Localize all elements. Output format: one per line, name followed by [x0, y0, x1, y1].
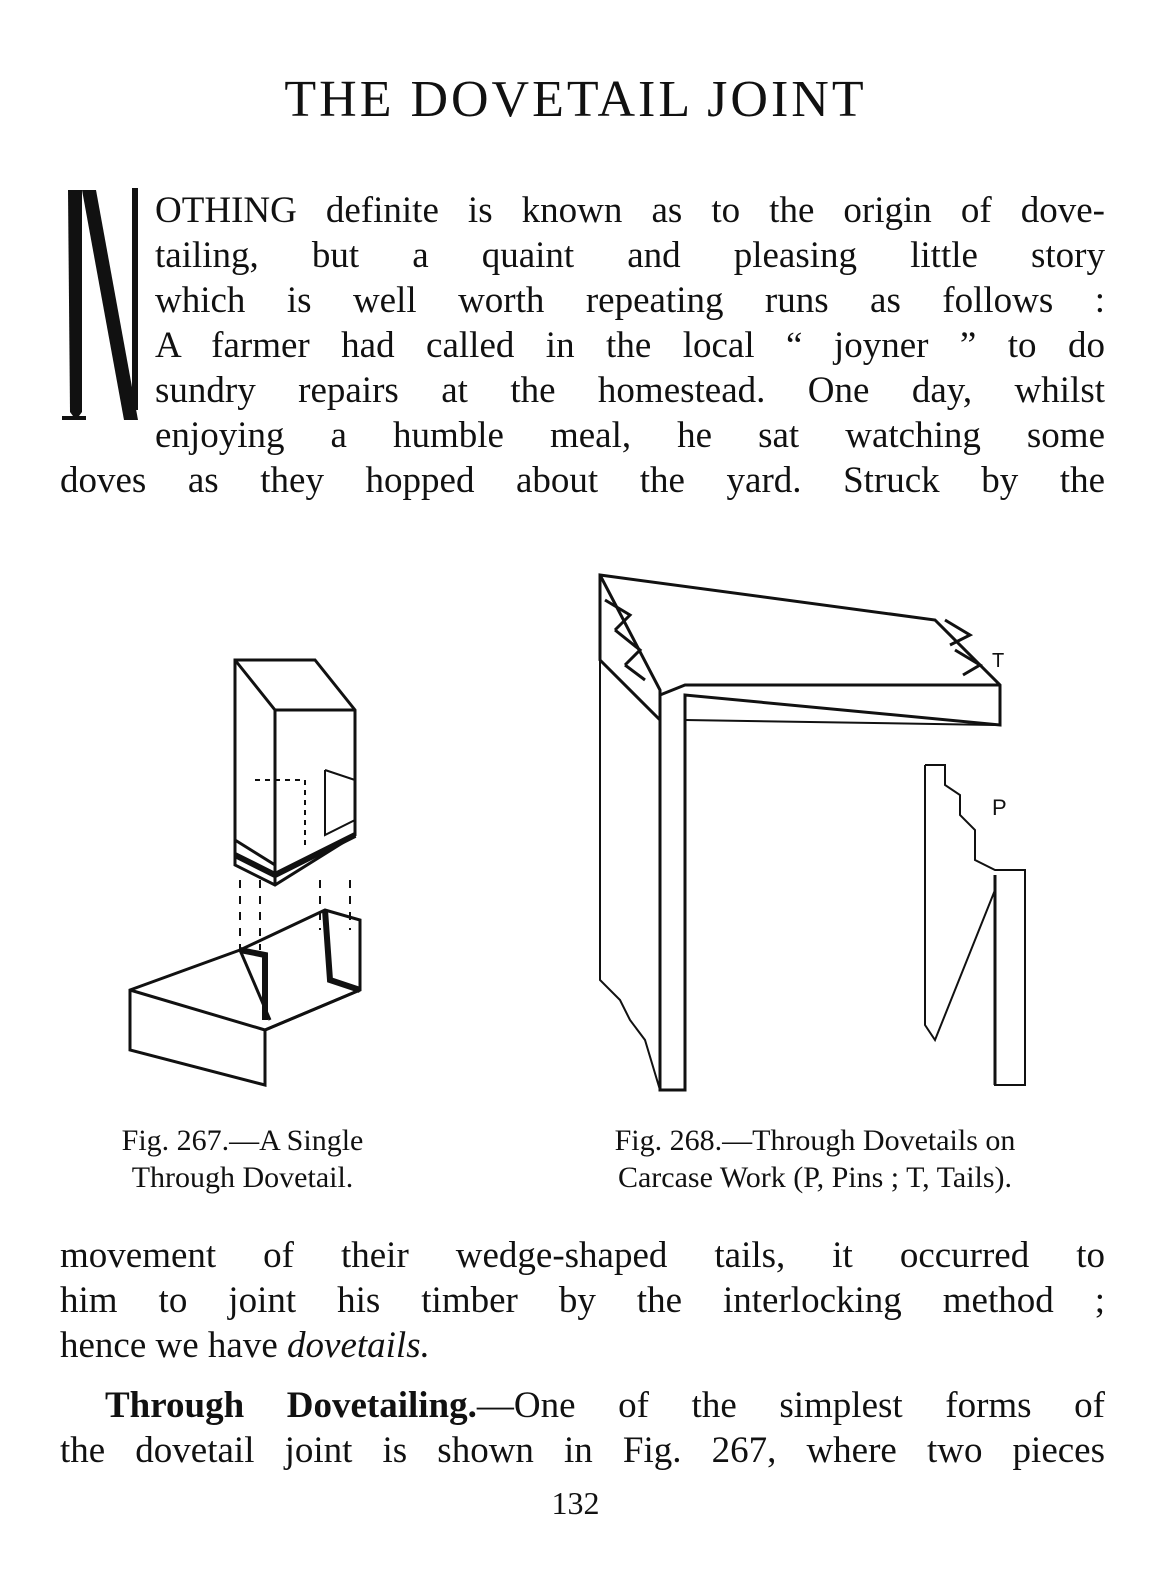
text-line: OTHING definite is known as to the origin of dove-: [155, 190, 1105, 231]
text-line: sundry repairs at the homestead. One day, whilst: [155, 370, 1105, 411]
text-line: movement of their wedge-shaped tails, it occurred to: [60, 1235, 1105, 1276]
italic-term: dovetails.: [287, 1325, 430, 1366]
text-line: enjoying a humble meal, he sat watching some: [155, 415, 1105, 456]
label-p: P: [992, 795, 1007, 820]
figure-267-single-through-dovetail: [125, 650, 375, 1100]
text-span: hence we have: [60, 1325, 288, 1366]
text-line: him to joint his timber by the interlocking method ;: [60, 1280, 1105, 1321]
section-first-line: [105, 1383, 1105, 1428]
page-title: THE DOVETAIL JOINT: [284, 71, 867, 128]
figure-267-caption-line: Through Dovetail.: [131, 1161, 354, 1194]
text-line: which is well worth repeating runs as follows :: [155, 280, 1105, 321]
text-line: A farmer had called in the local “ joyner ” to do: [155, 325, 1105, 366]
section-heading: Through Dovetailing.: [105, 1385, 477, 1426]
page-number: 132: [551, 1485, 600, 1521]
text-line: tailing, but a quaint and pleasing little story: [155, 235, 1105, 276]
figure-268-caption-line: Fig. 268.—Through Dovetails on: [614, 1124, 1016, 1157]
text-line: doves as they hopped about the yard. Struck by the: [60, 460, 1105, 501]
drop-cap-n: [62, 180, 152, 430]
text-line: the dovetail joint is shown in Fig. 267, where two pieces: [60, 1430, 1105, 1471]
text-span: —One of the simplest forms of: [476, 1385, 1105, 1426]
label-t: T: [992, 650, 1005, 672]
text-line: [60, 1323, 430, 1368]
figure-267-caption-line: Fig. 267.—A Single: [121, 1124, 364, 1157]
figure-268-caption-line: Carcase Work (P, Pins ; T, Tails).: [617, 1161, 1013, 1194]
figure-268-carcase-dovetails: [585, 570, 1045, 1100]
